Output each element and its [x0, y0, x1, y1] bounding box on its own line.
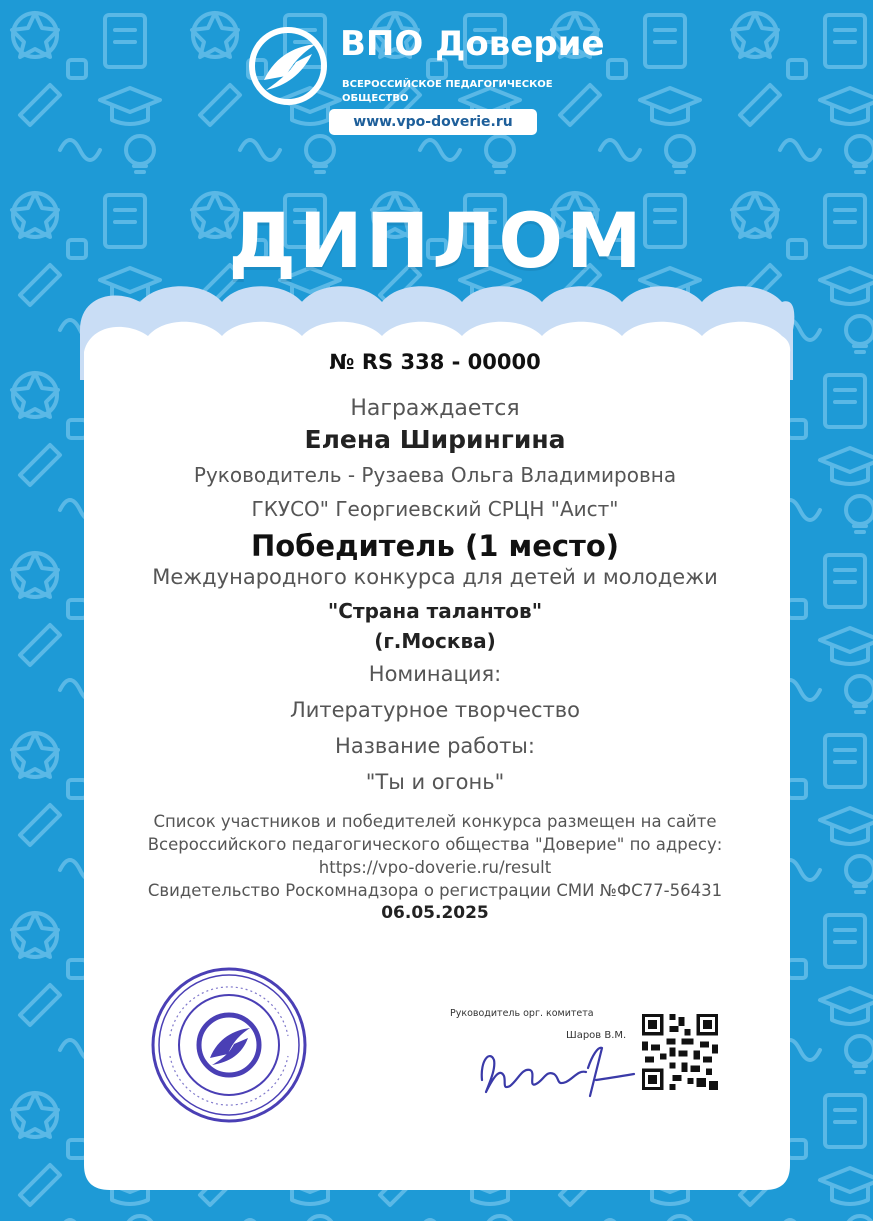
signature-name: Шаров В.М. [566, 1030, 627, 1041]
leader-line: Руководитель - Рузаева Ольга Владимировна [193, 463, 677, 487]
contest-name: "Страна талантов" [327, 599, 543, 623]
work-title-label: Название работы: [335, 734, 535, 758]
registration-line: Свидетельство Роскомнадзора о регистрации СМИ №ФС77-56431 [147, 881, 723, 900]
nomination-label: Номинация: [368, 662, 502, 686]
signature-label: Руководитель орг. комитета [450, 1008, 594, 1019]
logo-subtitle-line2: ОБЩЕСТВО [342, 93, 409, 104]
notice-line-2: Всероссийского педагогического общества "Доверие" по адресу: [147, 835, 723, 854]
logo-subtitle-line1: ВСЕРОССИЙСКОЕ ПЕДАГОГИЧЕСКОЕ [342, 79, 553, 90]
recipient-name: Елена Ширингина [304, 425, 566, 454]
awarded-label: Награждается [350, 396, 520, 421]
diploma-title: ДИПЛОМ [228, 196, 645, 285]
organization-line: ГКУСО" Георгиевский СРЦН "Аист" [251, 497, 619, 521]
contest-city: (г.Москва) [374, 629, 496, 653]
handwritten-signature-icon [470, 1020, 640, 1110]
place-line: Победитель (1 место) [250, 529, 620, 563]
official-stamp-icon [150, 966, 308, 1124]
logo-name: ВПО Доверие [340, 24, 605, 64]
notice-url: https://vpo-doverie.ru/result [318, 858, 552, 877]
contest-type: Международного конкурса для детей и молодежи [152, 565, 718, 589]
diploma-date: 06.05.2025 [381, 903, 489, 923]
nomination-value: Литературное творчество [289, 698, 581, 722]
qr-code-icon [642, 1014, 718, 1090]
diploma-content [90, 346, 780, 924]
notice-line-1: Список участников и победителей конкурса размещен на сайте [153, 812, 717, 831]
diploma-number: № RS 338 - 00000 [329, 350, 541, 374]
logo-url-badge: www.vpo-doverie.ru [329, 109, 537, 135]
work-title-value: "Ты и огонь" [365, 770, 505, 794]
